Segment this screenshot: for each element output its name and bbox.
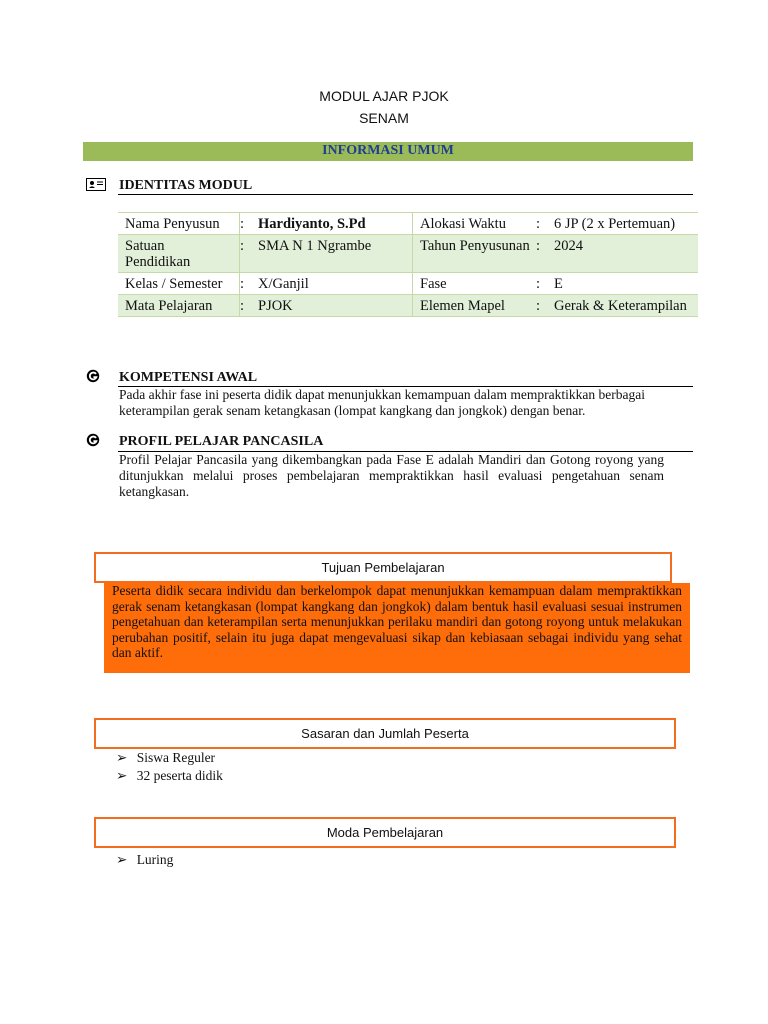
table-row [118,235,698,273]
kompetensi-heading: KOMPETENSI AWAL [119,370,258,385]
table-row [118,273,698,295]
g-circle-icon [86,433,100,452]
arrow-bullet-icon: ➢ [116,750,128,765]
list-item-label: Luring [136,852,174,867]
row-value: X/Ganjil [251,273,413,295]
list-item [116,851,173,869]
row-value: PJOK [251,295,413,317]
document-subtitle: SENAM [359,110,409,126]
profil-text: Profil Pelajar Pancasila yang dikembangkan pada Fase E adalah Mandiri dan Gotong royong yang ditunjukkan melalui proses pembelajaran mempraktikkan hasil evaluasi pengetahuan senam ketangkasan. [119,452,664,499]
row-label: Fase [420,276,447,292]
row-sep: : [240,216,245,232]
list-item [116,749,215,767]
row-label: Mata Pelajaran [118,295,240,317]
row-sep: : [240,295,252,317]
kompetensi-text: Pada akhir fase ini peserta didik dapat menunjukkan kemampuan dalam mempraktikkan berbagai keterampilan gerak senam ketangkasan (lompat kangkang dan jongkok) dengan benar. [119,387,645,418]
g-circle-icon [86,369,100,388]
tujuan-title: Tujuan Pembelajaran [321,560,445,575]
table-row [118,295,698,317]
section-banner [83,142,693,161]
table-row [118,213,698,235]
identitas-rule [118,194,693,195]
row-label: Nama Penyusun [118,213,240,235]
row-sep: : [240,235,252,273]
id-card-icon [86,178,106,196]
row-sep: : [536,295,547,317]
document-title: MODUL AJAR PJOK [319,88,449,104]
moda-title-box [94,817,676,848]
row-label: Alokasi Waktu [420,216,506,232]
row-value: 6 JP (2 x Pertemuan) [554,216,676,232]
arrow-bullet-icon: ➢ [116,852,128,867]
list-item-label: Siswa Reguler [136,750,216,765]
row-label: Elemen Mapel [413,295,537,317]
row-value: 2024 [547,235,698,273]
identitas-table [118,212,698,317]
tujuan-title-box [94,552,672,583]
sasaran-title-box [94,718,676,749]
row-label: Kelas / Semester [118,273,240,295]
identitas-heading: IDENTITAS MODUL [119,178,253,193]
profil-heading: PROFIL PELAJAR PANCASILA [119,434,324,449]
arrow-bullet-icon: ➢ [116,768,128,783]
row-label: Tahun Penyusunan [413,235,537,273]
section-banner-label: INFORMASI UMUM [322,143,454,158]
list-item [116,767,223,785]
tujuan-text: Peserta didik secara individu dan berkelompok dapat menunjukkan kemampuan dalam mempraktikkan gerak senam ketangkasan (lompat kangkang dan jongkok) dalam bentuk hasil evaluasi sesuai instrumen pengetahuan dan keterampilan serta menunjukkan perilaku mandiri dan gotong royong untuk melakukan perubahan positif, selain itu juga dapat mengevaluasi sikap dan kebiasaan sebagai individu yang sehat dan aktif. [112,583,682,660]
row-sep: : [536,235,547,273]
row-sep: : [536,276,541,292]
row-sep: : [240,276,245,292]
sasaran-title: Sasaran dan Jumlah Peserta [301,726,469,741]
tujuan-text-box [104,583,690,673]
row-value: Gerak & Keterampilan [547,295,698,317]
row-value: E [554,276,563,292]
list-item-label: 32 peserta didik [136,768,223,783]
row-value: Hardiyanto, S.Pd [251,213,413,235]
row-value: SMA N 1 Ngrambe [251,235,413,273]
moda-title: Moda Pembelajaran [326,825,444,840]
row-label: Satuan Pendidikan [118,235,240,273]
row-sep: : [536,216,541,232]
